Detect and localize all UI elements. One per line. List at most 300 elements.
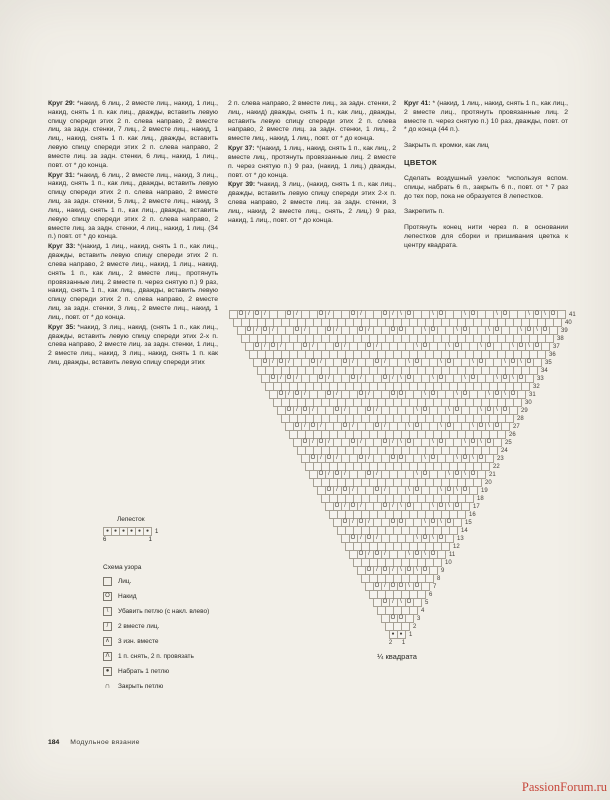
- chart-cell: \: [485, 422, 494, 431]
- chart-cell: O: [365, 534, 374, 543]
- legend-label: Лиц.: [118, 578, 132, 585]
- round-39-text: *накид, 3 лиц., (накид, снять 1 п., как лиц., дважды, вставить левую спицу спереди этих 2-х п. слева направо, 2 вместе лиц. за задн. стенки, 3 лиц., накид, 2 вместе лиц., снять, 2 лиц.) 9 раз, накид, 1 лиц., повт. от * до конца.: [228, 181, 396, 224]
- chart-cell: O: [269, 342, 278, 351]
- chart-cell: /: [253, 326, 262, 335]
- chart-cell: O: [461, 326, 470, 335]
- petal-chart-block: [103, 516, 158, 543]
- legend-item: [103, 592, 209, 601]
- chart-cell: \: [437, 518, 446, 527]
- chart-cell: O: [301, 342, 310, 351]
- chart-row-number: 37: [553, 343, 560, 350]
- chart-cell: /: [373, 566, 382, 575]
- chart-cell: /: [373, 534, 382, 543]
- chart-cell: O: [301, 438, 310, 447]
- legend-label: Набрать 1 петлю: [118, 668, 170, 675]
- legend-symbol-icon: /: [103, 622, 112, 631]
- chart-row-number: 30: [525, 399, 532, 406]
- chart-cell: ●: [397, 630, 406, 639]
- chart-cell: \: [485, 326, 494, 335]
- chart-cell: \: [517, 358, 526, 367]
- chart-row-number: 5: [425, 599, 429, 606]
- chart-cell: O: [493, 326, 502, 335]
- chart-cell: /: [277, 374, 286, 383]
- petal-row-cells: [103, 527, 152, 536]
- chart-cell: \: [405, 550, 414, 559]
- chart-cell: \: [485, 390, 494, 399]
- chart-cell: O: [277, 358, 286, 367]
- chart-cell: O: [349, 502, 358, 511]
- page-number: 184: [48, 739, 60, 746]
- chart-cell: O: [429, 326, 438, 335]
- chart-cell: O: [357, 518, 366, 527]
- chart-cell: O: [325, 390, 334, 399]
- chart-cell: O: [437, 438, 446, 447]
- chart-cell: O: [309, 358, 318, 367]
- chart-cell: O: [405, 310, 414, 319]
- chart-cell: /: [325, 374, 334, 383]
- chart-cell: \: [461, 374, 470, 383]
- chart-row-number: 13: [457, 535, 464, 542]
- chart-cell: /: [381, 422, 390, 431]
- chart-cell: O: [461, 454, 470, 463]
- chart-cell: O: [285, 374, 294, 383]
- chart-cell: O: [437, 310, 446, 319]
- chart-cell: \: [525, 342, 534, 351]
- petal-column-left: 6: [103, 537, 107, 543]
- chart-cell: /: [365, 390, 374, 399]
- chart-cell: O: [525, 326, 534, 335]
- chart-cell: /: [293, 406, 302, 415]
- chart-cell: \: [413, 534, 422, 543]
- chart-cell: O: [429, 518, 438, 527]
- chart-row-number: 3: [417, 615, 421, 622]
- chart-cell: /: [301, 422, 310, 431]
- chart-row-number: 2: [413, 623, 417, 630]
- chart-cell: \: [413, 406, 422, 415]
- chart-cell: O: [333, 342, 342, 351]
- chart-cell: \: [509, 342, 518, 351]
- chart-cell: O: [325, 326, 334, 335]
- round-29-label: Круг 29:: [48, 100, 75, 107]
- chart-cell: /: [261, 310, 270, 319]
- legend-symbol-icon: ∩: [104, 681, 111, 690]
- chart-row-number: 19: [481, 487, 488, 494]
- chart-cell: /: [389, 438, 398, 447]
- chart-cell: O: [413, 422, 422, 431]
- legend-item: [103, 607, 209, 616]
- round-33-text: *(накид, 1 лиц., накид, снять 1 п., как лиц., дважды, вставить левую спицу спереди этих 2 п. слева направо, 2 вместе лиц., накид, 1 лиц., накид, снять 1 п., как лиц., 2 вместе лиц., протянуть провязанные лиц. 2 вместе п. через снятую п.) 9 раз, накид, снять 1 п., как лиц., дважды, вставить левую спицу спереди этих 2 п. слева направо, 2 вместе лиц. за задн. стенки, 3 лиц., 2 вместе лиц., накид, 1 лиц., повт. от * до конца.: [48, 243, 218, 321]
- chart-cell: \: [517, 326, 526, 335]
- chart-cell: \: [421, 550, 430, 559]
- chart-cell: /: [269, 326, 278, 335]
- chart-caption: ¼ квадрата: [377, 652, 417, 661]
- chart-cell: O: [485, 438, 494, 447]
- chart-cell: O: [373, 486, 382, 495]
- chart-row-number: 10: [445, 559, 452, 566]
- chart-row-number: 12: [453, 543, 460, 550]
- chart-cell: O: [373, 422, 382, 431]
- chart-cell: \: [397, 566, 406, 575]
- chart-cell: O: [469, 470, 478, 479]
- chart-cell: O: [517, 374, 526, 383]
- legend-symbol-icon: ∧: [103, 637, 112, 646]
- chart-row-number: 6: [429, 591, 433, 598]
- chart-cell: O: [253, 310, 262, 319]
- chart-cell: \: [493, 374, 502, 383]
- chart-cell: /: [293, 374, 302, 383]
- chart-cell: O: [469, 438, 478, 447]
- chart-cell: O: [453, 470, 462, 479]
- chart-row-number: 16: [469, 511, 476, 518]
- chart-cell: \: [501, 358, 510, 367]
- round-41-text: * (накид, 1 лиц., накид, снять 1 п., как лиц., 2 вместе лиц., протянуть провязанные лиц. 2 вместе п. через снятую п.) 10 раз, дважды, повт. от * до конца (44 п.).: [404, 100, 569, 134]
- chart-cell: /: [381, 582, 390, 591]
- round-41-paragraph: [404, 100, 568, 135]
- chart-cell: O: [349, 374, 358, 383]
- chart-cell: \: [413, 470, 422, 479]
- chart-cell: /: [389, 502, 398, 511]
- chart-cell: /: [293, 310, 302, 319]
- chart-cell: O: [285, 406, 294, 415]
- chart-cell: O: [389, 326, 398, 335]
- round-35-paragraph: [48, 324, 218, 368]
- chart-row: [214, 630, 580, 639]
- chart-cell: O: [445, 358, 454, 367]
- legend-label: 3 изн. вместе: [118, 638, 159, 645]
- chart-cell: /: [309, 342, 318, 351]
- round-31-paragraph: [48, 172, 218, 243]
- chart-cell: \: [445, 502, 454, 511]
- chart-cell: O: [413, 358, 422, 367]
- chart-cell: \: [477, 438, 486, 447]
- chart-cell: /: [381, 550, 390, 559]
- chart-cell: \: [421, 518, 430, 527]
- chart-cell: O: [261, 326, 270, 335]
- bindoff-note: Закрыть п. кромки, как лиц: [404, 142, 489, 150]
- chart-cell: /: [269, 358, 278, 367]
- chart-cell: /: [309, 406, 318, 415]
- chart-cell: \: [501, 390, 510, 399]
- chart-cell: \: [429, 374, 438, 383]
- chart-row-number: 25: [505, 439, 512, 446]
- chart-cell: O: [381, 502, 390, 511]
- round-41-label: Круг 41:: [404, 100, 431, 107]
- chart-cell: \: [461, 310, 470, 319]
- chart-cell: O: [445, 422, 454, 431]
- chart-cell: /: [365, 518, 374, 527]
- chart-row-number: 24: [501, 447, 508, 454]
- chart-cell: /: [381, 358, 390, 367]
- petal-cell: ●: [111, 527, 120, 536]
- chart-row-number: 21: [489, 471, 496, 478]
- round-31-label: Круг 31:: [48, 171, 75, 179]
- round-33-paragraph: [48, 243, 218, 322]
- chart-row-number: 26: [509, 431, 516, 438]
- chart-cell: \: [469, 454, 478, 463]
- chart-cell: O: [461, 486, 470, 495]
- petal-chart-title: Лепесток: [117, 516, 145, 523]
- chart-cell: \: [397, 598, 406, 607]
- chart-cell: O: [301, 406, 310, 415]
- chart-cell: /: [373, 342, 382, 351]
- chart-cell: O: [421, 534, 430, 543]
- legend-symbol-icon: ●: [103, 667, 112, 676]
- chart-cell: O: [493, 390, 502, 399]
- legend-item: [103, 637, 209, 646]
- legend-label: 1 п. снять, 2 п. провязать: [118, 653, 194, 660]
- chart-cell: /: [309, 438, 318, 447]
- chart-cell: O: [373, 550, 382, 559]
- chart-row-number: 39: [561, 327, 568, 334]
- chart-cell: \: [413, 342, 422, 351]
- chart-cell: /: [333, 326, 342, 335]
- chart-cell: /: [333, 390, 342, 399]
- chart-cell: /: [357, 310, 366, 319]
- chart-cell: \: [429, 502, 438, 511]
- chart-cell: O: [429, 454, 438, 463]
- chart-cell: O: [365, 566, 374, 575]
- chart-row-number: 14: [461, 527, 468, 534]
- petal-cell: ●: [127, 527, 136, 536]
- chart-cell: \: [461, 470, 470, 479]
- chart-cell: \: [421, 390, 430, 399]
- legend-item: [103, 622, 209, 631]
- chart-row-number: 34: [541, 367, 548, 374]
- chart-cell: \: [405, 358, 414, 367]
- chart-cell: O: [381, 310, 390, 319]
- round-29-paragraph: [48, 100, 218, 171]
- chart-cell: /: [317, 358, 326, 367]
- round-33-label: Круг 33:: [48, 243, 76, 251]
- chart-row-number: 38: [557, 335, 564, 342]
- chart-cell: /: [389, 374, 398, 383]
- chart-cell: O: [421, 566, 430, 575]
- legend-label: Закрыть петлю: [118, 683, 164, 690]
- chart-cell: /: [357, 438, 366, 447]
- chart-cell: O: [405, 438, 414, 447]
- chart-cell: O: [485, 406, 494, 415]
- chart-cell: O: [293, 422, 302, 431]
- book-title: Модульное вязание: [70, 739, 140, 746]
- page-footer: [48, 739, 140, 746]
- chart-cell: O: [381, 566, 390, 575]
- petal-row-number: 1: [155, 528, 159, 535]
- site-watermark: PassionForum.ru: [521, 780, 607, 794]
- legend-item: [103, 652, 209, 661]
- quarter-square-chart: [214, 310, 580, 661]
- chart-cell: O: [397, 582, 406, 591]
- chart-cell: \: [397, 438, 406, 447]
- chart-cell: /: [389, 598, 398, 607]
- chart-cell: O: [373, 358, 382, 367]
- chart-cell: O: [253, 342, 262, 351]
- text-column-2: [228, 100, 396, 227]
- flower-paragraph-3: Протянуть конец нити через п. в основании лепестков для сборки и пришивания цветка к центру квадрата.: [404, 224, 568, 249]
- chart-cell: O: [437, 534, 446, 543]
- chart-bottom-column-labels: 2 1: [388, 640, 410, 646]
- chart-cell: \: [453, 326, 462, 335]
- chart-cell: /: [325, 310, 334, 319]
- chart-cell: /: [349, 518, 358, 527]
- chart-row-number: 8: [437, 575, 441, 582]
- legend-symbol-icon: \: [103, 607, 112, 616]
- chart-cell: /: [341, 406, 350, 415]
- chart-cell: O: [405, 598, 414, 607]
- chart-cell: \: [421, 326, 430, 335]
- chart-row-number: 35: [545, 359, 552, 366]
- chart-cell: O: [365, 470, 374, 479]
- text-column-1: [48, 100, 218, 369]
- chart-cell: O: [509, 390, 518, 399]
- chart-cell: \: [525, 310, 534, 319]
- chart-cell: \: [405, 486, 414, 495]
- chart-cell: O: [453, 342, 462, 351]
- chart-cell: O: [517, 342, 526, 351]
- chart-cell: O: [245, 326, 254, 335]
- chart-cell: /: [349, 358, 358, 367]
- chart-cell: O: [389, 454, 398, 463]
- chart-cell: O: [501, 310, 510, 319]
- chart-cell: /: [365, 454, 374, 463]
- chart-cell: O: [333, 502, 342, 511]
- chart-cell: \: [429, 310, 438, 319]
- chart-cell: O: [341, 486, 350, 495]
- chart-row-number: 27: [513, 423, 520, 430]
- chart-cell: O: [349, 438, 358, 447]
- chart-cell: /: [277, 342, 286, 351]
- chart-cell: O: [501, 406, 510, 415]
- chart-row-number: 20: [485, 479, 492, 486]
- chart-cell: O: [349, 534, 358, 543]
- petal-cell: ●: [143, 527, 152, 536]
- chart-cell: O: [389, 390, 398, 399]
- chart-cell: \: [421, 454, 430, 463]
- chart-cell: O: [453, 406, 462, 415]
- chart-cell: O: [413, 582, 422, 591]
- chart-cell: O: [469, 310, 478, 319]
- chart-cell: \: [437, 358, 446, 367]
- chart-cell: O: [317, 470, 326, 479]
- chart-cell: O: [413, 486, 422, 495]
- chart-cell: \: [397, 374, 406, 383]
- chart-cell: O: [309, 422, 318, 431]
- chart-cell: /: [333, 486, 342, 495]
- chart-cell: O: [341, 422, 350, 431]
- chart-cell: \: [533, 326, 542, 335]
- chart-cell: /: [333, 454, 342, 463]
- chart-row-number: 1: [409, 631, 413, 638]
- chart-cell: /: [373, 470, 382, 479]
- round-35-continuation: 2 п. слева направо, 2 вместе лиц., за задн. стенки, 2 лиц., накид) дважды, снять 1 п., как лиц., дважды, вставить левую спицу спереди этих 2 п. слева направо, 2 вместе лиц. за задн. стенки, 1 лиц., 2 вместе лиц., накид, 1 лиц., повт. от * до конца.: [228, 100, 396, 143]
- chart-cell: O: [501, 374, 510, 383]
- chart-cell: /: [349, 486, 358, 495]
- round-37-label: Круг 37:: [228, 145, 255, 153]
- chart-row-number: 32: [533, 383, 540, 390]
- chart-row-number: 23: [497, 455, 504, 462]
- chart-cell: O: [509, 358, 518, 367]
- chart-cell: O: [397, 326, 406, 335]
- chart-cell: \: [453, 486, 462, 495]
- chart-cell: O: [477, 358, 486, 367]
- round-37-text: *(накид, 1 лиц., накид, снять 1 п., как лиц., 2 вместе лиц., протянуть провязанные лиц. 2 вместе п. через снятую п.) 9 раз, (накид, 1 лиц.) дважды, повт. от * до конца.: [228, 145, 396, 179]
- chart-cell: O: [421, 342, 430, 351]
- chart-cell: O: [373, 582, 382, 591]
- chart-cell: \: [509, 374, 518, 383]
- chart-cell: O: [325, 486, 334, 495]
- legend-item: [103, 667, 209, 676]
- chart-row-number: 11: [449, 551, 456, 558]
- chart-cell: O: [357, 550, 366, 559]
- chart-cell: O: [421, 470, 430, 479]
- chart-row-number: 40: [565, 319, 572, 326]
- chart-cell: O: [437, 502, 446, 511]
- chart-row-number: 33: [537, 375, 544, 382]
- chart-row-number: 41: [569, 311, 576, 318]
- chart-row-number: 28: [517, 415, 524, 422]
- chart-cell: O: [317, 374, 326, 383]
- chart-cell: O: [445, 518, 454, 527]
- round-31-text: *накид, 6 лиц., 2 вместе лиц., накид, 3 лиц., накид, снять 1 п., как лиц., дважды, вставить левую спицу спереди этих 2 п. слева направо, 2 вместе лиц. за задн. стенки, 5 лиц., 2 вместе лиц., накид, 3 лиц., накид, снять 1 п., как лиц., дважды, вставить левую спицу спереди этих 2 п. слева направо, 2 вместе лиц. за задн. стенки, 4 лиц., накид, 1 лиц. (34 п.) повт. от * до конца.: [48, 171, 218, 241]
- chart-cell: O: [317, 438, 326, 447]
- legend-symbol-icon: [103, 577, 112, 586]
- chart-cell: O: [277, 390, 286, 399]
- petal-cell: ●: [135, 527, 144, 536]
- chart-cell: O: [389, 614, 398, 623]
- quarter-chart-rows: [214, 310, 580, 639]
- chart-cell: O: [349, 310, 358, 319]
- chart-cell: /: [285, 358, 294, 367]
- chart-cell: O: [525, 358, 534, 367]
- chart-row-number: 18: [477, 495, 484, 502]
- chart-row-number: 4: [421, 607, 425, 614]
- chart-cell: O: [341, 518, 350, 527]
- chart-cell: \: [405, 422, 414, 431]
- chart-cell: /: [325, 470, 334, 479]
- chart-cell: /: [261, 342, 270, 351]
- chart-cell: \: [477, 406, 486, 415]
- flower-section-title: ЦВЕТОК: [404, 158, 437, 168]
- chart-cell: O: [485, 342, 494, 351]
- chart-cell: O: [333, 470, 342, 479]
- chart-cell: O: [293, 326, 302, 335]
- chart-row-number: 36: [549, 351, 556, 358]
- chart-cell: O: [461, 390, 470, 399]
- chart-cell: /: [373, 406, 382, 415]
- chart-cell: /: [357, 502, 366, 511]
- petal-cell: ●: [103, 527, 112, 536]
- chart-cell: /: [341, 342, 350, 351]
- chart-cell: O: [293, 390, 302, 399]
- chart-cell: \: [429, 438, 438, 447]
- chart-cell: O: [261, 358, 270, 367]
- chart-cell: O: [405, 502, 414, 511]
- chart-cell: \: [445, 342, 454, 351]
- chart-cell: /: [357, 374, 366, 383]
- chart-cell: \: [429, 534, 438, 543]
- chart-cell: O: [477, 422, 486, 431]
- legend-list: [103, 577, 209, 691]
- chart-cell: O: [237, 310, 246, 319]
- chart-row-number: 22: [493, 463, 500, 470]
- chart-cell: \: [445, 406, 454, 415]
- chart-cell: /: [357, 534, 366, 543]
- round-35-label: Круг 35:: [48, 323, 76, 331]
- chart-cell: /: [381, 486, 390, 495]
- legend-item: [103, 682, 209, 691]
- chart-row-number: 29: [521, 407, 528, 414]
- chart-row-number: 15: [465, 519, 472, 526]
- legend-symbol-icon: O: [103, 592, 112, 601]
